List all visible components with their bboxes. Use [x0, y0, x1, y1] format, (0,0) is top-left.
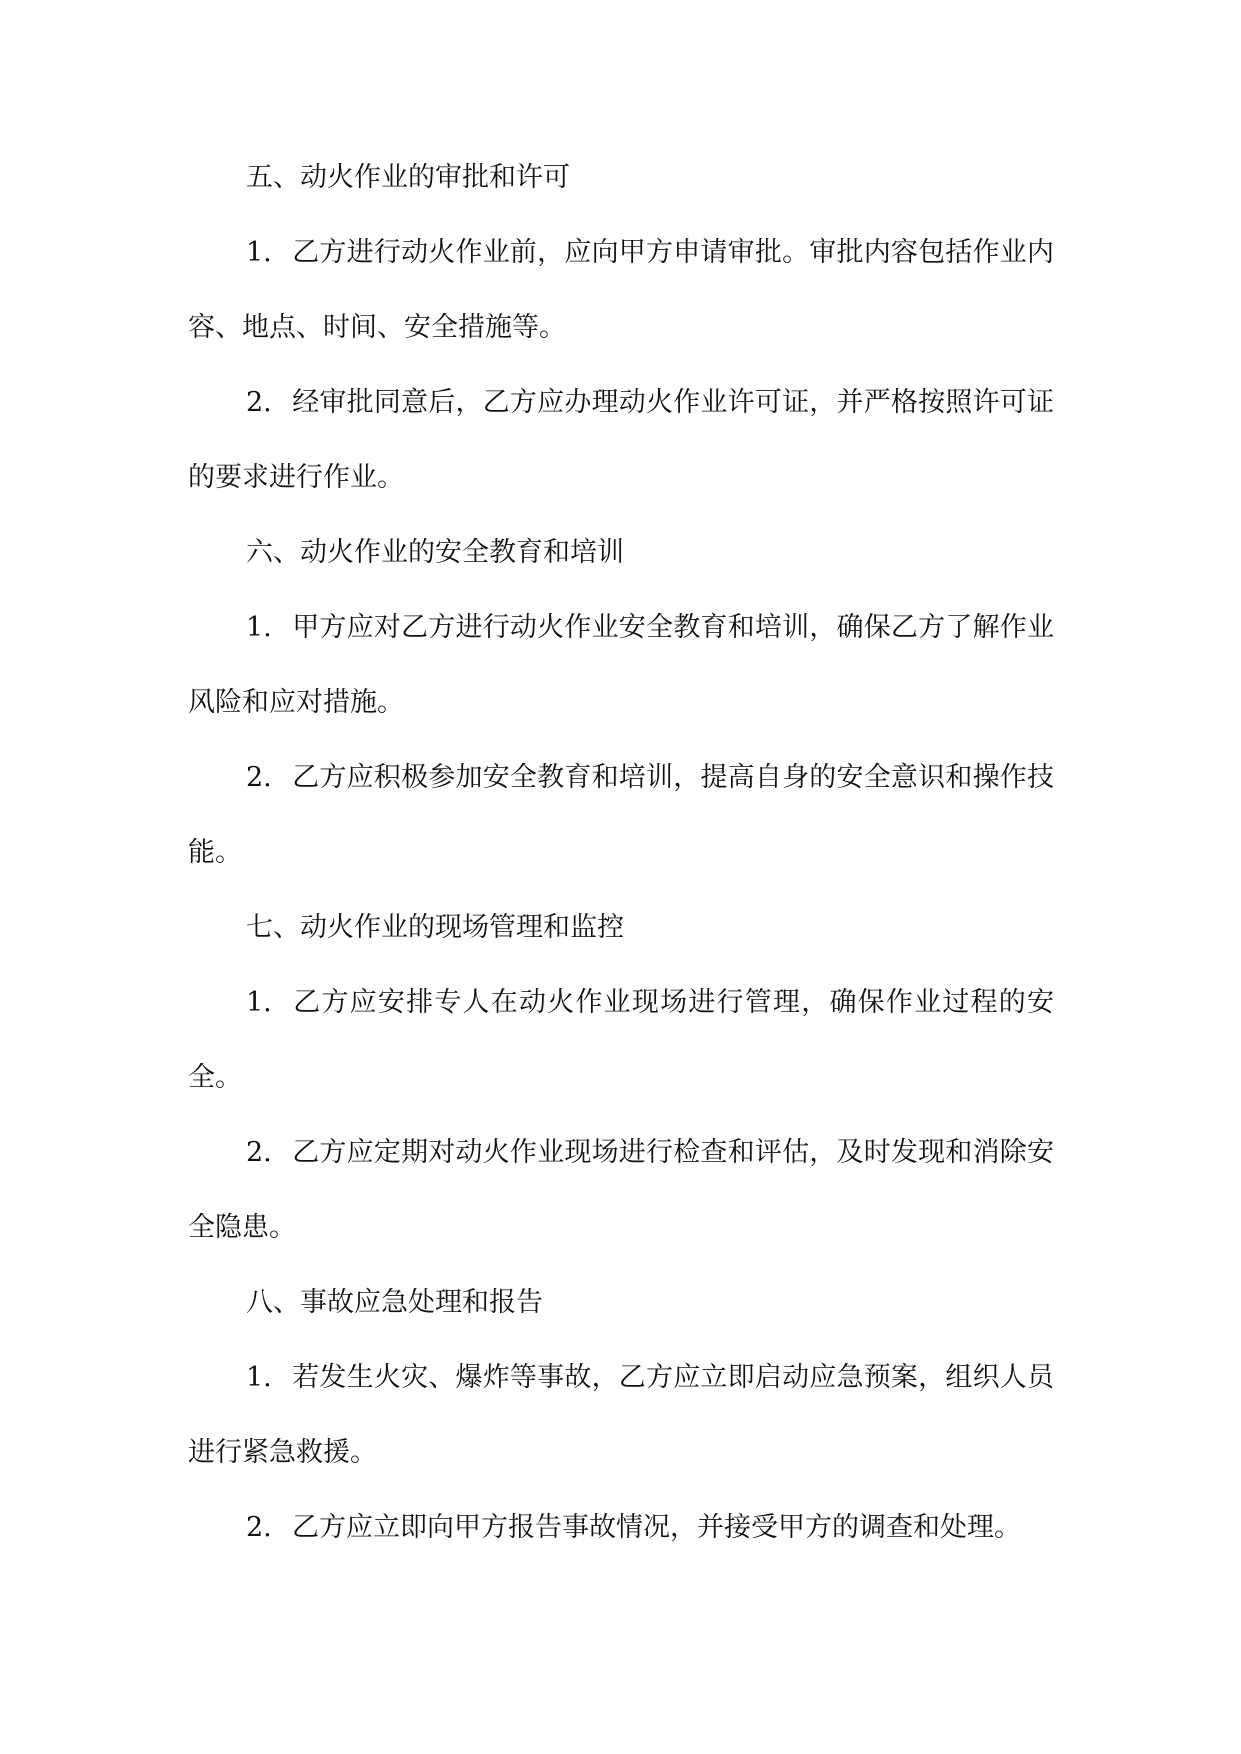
item-text: 乙方应积极参加安全教育和培训，提高自身的安全意识和操作技能。 — [188, 762, 1054, 868]
section-heading: 五、动火作业的审批和许可 — [246, 162, 570, 193]
item-text: 乙方应定期对动火作业现场进行检查和评估，及时发现和消除安全隐患。 — [188, 1137, 1054, 1243]
section-heading: 八、事故应急处理和报告 — [246, 1287, 543, 1318]
item-number: 1. — [246, 987, 272, 1018]
list-item — [188, 740, 1054, 890]
item-text: 乙方应立即向甲方报告事故情况，并接受甲方的调查和处理。 — [292, 1512, 1021, 1543]
list-item — [188, 365, 1054, 515]
item-number: 1. — [246, 237, 272, 268]
item-number: 2. — [246, 1137, 272, 1168]
section-heading: 六、动火作业的安全教育和培训 — [246, 537, 624, 568]
item-number: 1. — [246, 612, 272, 643]
item-text: 经审批同意后，乙方应办理动火作业许可证，并严格按照许可证的要求进行作业。 — [188, 387, 1054, 493]
item-number: 2. — [246, 762, 272, 793]
item-text: 乙方进行动火作业前，应向甲方申请审批。审批内容包括作业内容、地点、时间、安全措施等。 — [188, 237, 1054, 343]
item-text: 甲方应对乙方进行动火作业安全教育和培训，确保乙方了解作业风险和应对措施。 — [188, 612, 1054, 718]
item-number: 2. — [246, 1512, 272, 1543]
list-item — [188, 1115, 1054, 1265]
list-item — [188, 590, 1054, 740]
list-item — [188, 1490, 1054, 1565]
document-body — [188, 140, 1054, 1565]
item-text: 乙方应安排专人在动火作业现场进行管理，确保作业过程的安全。 — [188, 987, 1054, 1093]
item-number: 1. — [246, 1362, 272, 1393]
item-text: 若发生火灾、爆炸等事故，乙方应立即启动应急预案，组织人员进行紧急救援。 — [188, 1362, 1054, 1468]
section-heading: 七、动火作业的现场管理和监控 — [246, 912, 624, 943]
list-item — [188, 215, 1054, 365]
item-number: 2. — [246, 387, 272, 418]
list-item — [188, 1340, 1054, 1490]
list-item — [188, 965, 1054, 1115]
